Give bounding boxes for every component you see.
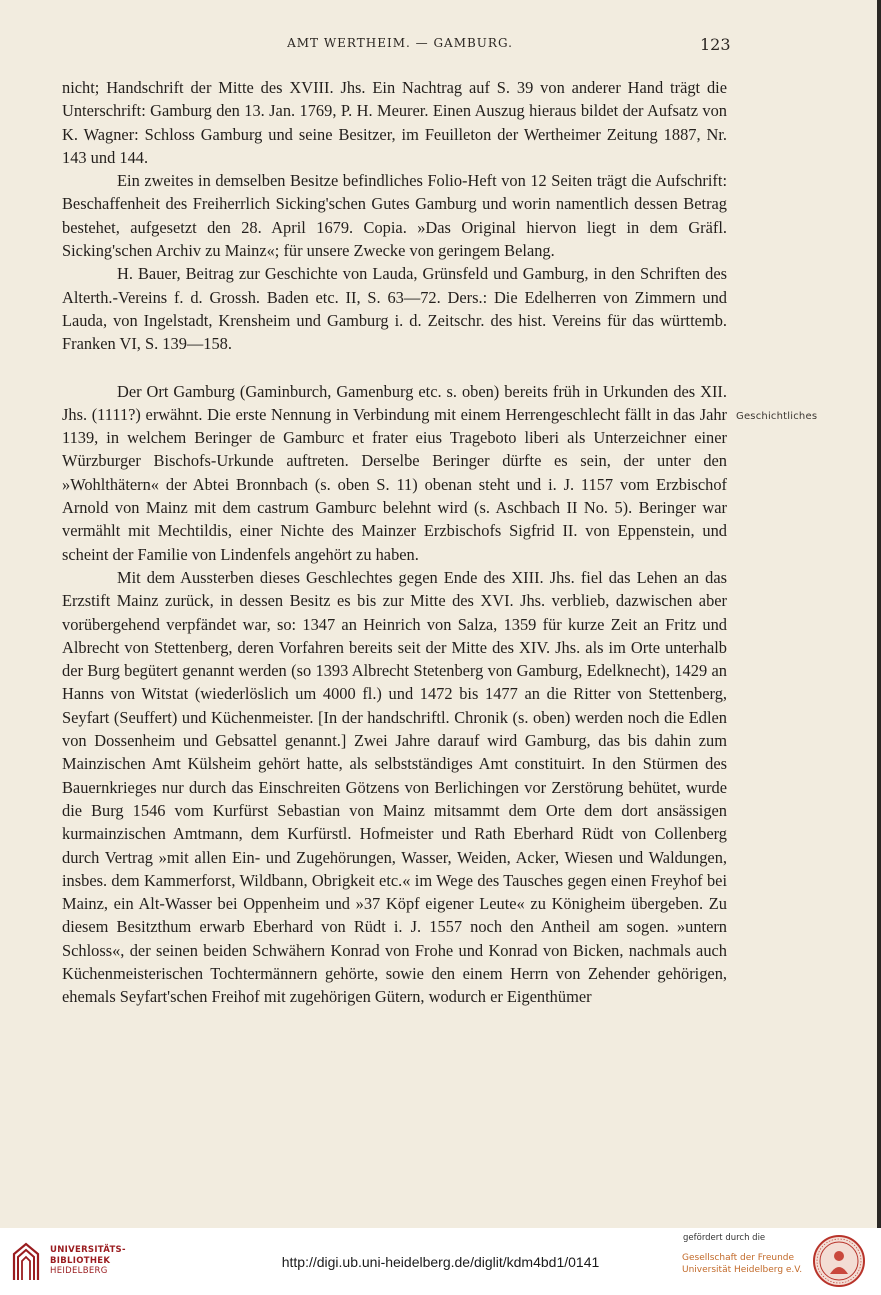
- page-edge: [877, 0, 881, 1228]
- paragraph-3: H. Bauer, Beitrag zur Geschichte von Lauda, Grünsfeld und Gamburg, in den Schriften des Alterth.-Vereins f. d. Grossh. Baden etc. II, S. 63—72. Ders.: Die Edelherren von Zimmern und Lauda, von Ingelstadt, Krensheim und Gamburg i. d. Zeitschr. des hist. Vereins für das württemb. Franken VI, S. 139—158.: [62, 264, 727, 354]
- margin-note: Geschichtliches: [736, 411, 818, 422]
- page-number: 123: [700, 35, 731, 54]
- paragraph-5: Mit dem Aussterben dieses Geschlechtes gegen Ende des XIII. Jhs. fiel das Lehen an das Erzstift Mainz zurück, in dessen Besitz es bis zur Mitte des XVI. Jhs. verblieb, dazwischen aber vorübergehend verpfändet war, so: 1347 an Heinrich von Salza, 1359 für kurze Zeit an Fritz und Albrecht von Stettenberg, deren Vorfahren bereits seit der Mitte des XIV. Jhs. als im Orte unterhalb der Burg begütert genannt werden (so 1393 Albrecht Stetenberg von Gamburg, Edelknecht), 1429 an Hanns von Witstat (wiederlöslich um 4000 fl.) und 1472 bis 1477 an die Ritter von Stettenberg, Seyfart (Seuffert) und Küchenmeister. [In der handschriftl. Chronik (s. oben) werden noch die Edlen von Dossenheim und Gebsattel genannt.] Zwei Jahre darauf wird Gamburg, das bis dahin zum Mainzischen Amt Külsheim gehört hatte, als selbstständiges Amt constituirt. In den Stürmen des Bauernkrieges nur durch das Einschreiten Götzens von Berlichingen vor Zerstörung behütet, wurde die Burg 1546 vom Kurfürst Sebastian von Mainz mitsammt dem Orte dem dort ansässigen kurmainzischen Amtmann, dem Kurfürstl. Hofmeister und Rath Eberhard Rüdt von Collenberg durch Vertrag »mit allen Ein- und Zugehörungen, Wasser, Weiden, Acker, Wiesen und Waldungen, insbes. dem Kammerforst, Wildbann, Obrigkeit etc.« im Wege des Tausches gegen einen Freyhof bei Mainz, ein Alt-Wasser bei Oppenheim und »37 Köpf eigener Leute« zu Königheim übergeben. Zu diesem Besitzthum erwarb Eberhard von Rüdt i. J. 1557 noch den Antheil am sogen. »untern Schloss«, der seinen beiden Schwähern Konrad von Frohe und Konrad von Bicken, nachmals auch Küchenmeisterischen Tochtermännern gehörte, sowie den einem Herrn von Zehender gehörigen, ehemals Seyfart'schen Freihof mit zugehörigen Gütern, wodurch er Eigenthümer: [62, 567, 727, 1007]
- university-seal-icon: [812, 1234, 866, 1288]
- paragraph-2: Ein zweites in demselben Besitze befindliches Folio-Heft von 12 Seiten trägt die Aufschrift: Beschaffenheit des Freiherrlich Sicking'schen Gutes Gamburg und worin namentlich dessen Betrag bestehet, aufgesetzt den 28. April 1679. Copia. »Das Original hiervon liegt in dem Gräfl. Sicking'schen Archiv zu Mainz«; für unsere Zwecke von geringem Belang.: [62, 171, 727, 261]
- permalink-url[interactable]: http://digi.ub.uni-heidelberg.de/diglit/kdm4bd1/0141: [281, 1254, 600, 1270]
- society-name: Gesellschaft der Freunde Universität Heidelberg e.V.: [682, 1253, 803, 1275]
- running-title: AMT WERTHEIM. — GAMBURG.: [287, 36, 513, 50]
- funded-by-label: gefördert durch die: [683, 1233, 766, 1243]
- paragraph-4: Der Ort Gamburg (Gaminburch, Gamenburg etc. s. oben) bereits früh in Urkunden des XII. Jhs. (1111?) erwähnt. Die erste Nennung in Verbindung mit einem Herrengeschlecht fällt in das Jahr 1139, in welchem Beringer de Gamburc et frater eius Trageboto liberi als Unterzeichner einer Würzburger Bischofs-Urkunde auftreten. Derselbe Beringer dürfte es sein, der unter den »Wohlthätern« der Abtei Bronnbach (s. oben S. 11) obenan steht und i. J. 1157 vom Erzbischof Arnold von Mainz mit dem castrum Gamburc belehnt wird (s. Aschbach II No. 5). Beringer war vermählt mit Mechtildis, einer Nichte des Mainzer Erzbischofs Sigfrid II. von Eppenstein, und scheint der Familie von Lindenfels angehört zu haben.: [62, 381, 727, 564]
- body-text: [62, 76, 727, 1009]
- section-gap: [62, 356, 727, 380]
- paragraph-1: nicht; Handschrift der Mitte des XVIII. Jhs. Ein Nachtrag auf S. 39 von anderer Hand trägt die Unterschrift: Gamburg den 13. Jan. 1769, P. H. Meurer. Einen Auszug hieraus bildet der Aufsatz von K. Wagner: Schloss Gamburg und seine Besitzer, im Feuilleton der Wertheimer Zeitung 1887, Nr. 143 und 144.: [62, 78, 727, 167]
- footer-bar: [0, 1228, 881, 1295]
- library-name: UNIVERSITÄTS- BIBLIOTHEK HEIDELBERG: [50, 1245, 126, 1276]
